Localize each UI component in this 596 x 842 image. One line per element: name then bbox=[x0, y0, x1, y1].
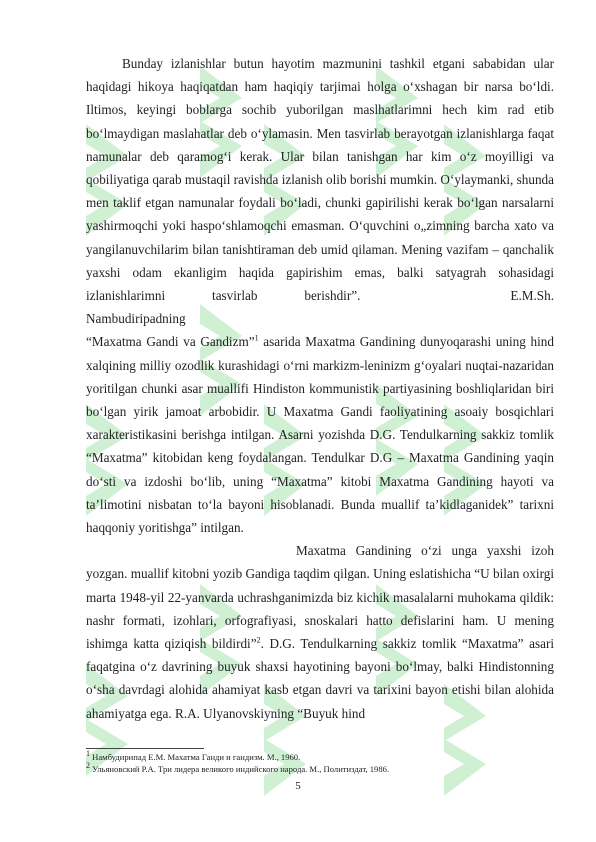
footnote-mark: 1 bbox=[86, 749, 90, 759]
footnote-ref-1[interactable]: 1 bbox=[254, 334, 259, 344]
paragraph-3-text: Maxatma Gandining o‘zi unga yaxshi izoh yozgan. muallif kitobni yozib Gandiga taqdim qilgan. Uning eslatishicha “U bilan oxirgi marta 1948-yil 22-yanvarda uchrashganimizda biz kichik masalalarni muhokama qildik: nashr formati, izohlari, orfografiyasi, snoskalari hatto defislarini ham. U mening ishimga katta qiziqish bildirdi” bbox=[86, 543, 554, 652]
paragraph-2-title: “Maxatma Gandi va Gandizm” bbox=[86, 334, 255, 350]
paragraph-1 bbox=[86, 52, 554, 330]
paragraph-3-text-cont: . D.G. Tendulkarning sakkiz tomlik “Maxatma” asari faqatgina o‘z davrining buyuk shaxsi hayotining bayoni bo‘lmay, balki Hindistonning o‘sha davrdagi alohida ahamiyat kasb etgan davri va tarixini bayon etishi bilan alohida ahamiyatga ega. R.A. Ulyanovskiyning “Buyuk hind bbox=[86, 636, 555, 721]
page-number: 5 bbox=[295, 780, 301, 792]
paragraph-1-text: Bunday izlanishlar butun hayotim mazmunini tashkil etgani sababidan ular haqidagi hikoya haqiqatdan ham haqiqiy tarjimai holga o‘xshagan bir narsa bo‘ldi. Iltimos, keyingi boblarga sochib yuborilgan maslhatlarimni hech kim rad etib bo‘lmaydigan maslahatlar deb o‘ylamasin. Men tasvirlab berayotgan izlanishlarga faqat namunalar deb qaramog‘i kerak. Ular bilan tanishgan har kim o‘z moyilligi va qobiliyatiga qarab mustaqil ravishda izlanish olib borishi mumkin. O‘ylaymanki, shunda men taklif etgan namunalar foydali bo‘ladi, chunki gapirilishi kerak bo‘lgan narsalarni yashirmoqchi yoki haspo‘shlamoqchi emasman. O‘quvchini o„zimning barcha xato va yangilanuvchilarim bilan tanishtiraman deb umid qilaman. Mening vazifam – qanchalik yaxshi odam ekanligim haqida gapirishim emas, balki satyagrah sohasidagi izlanishlarimni tasvirlab berishdir”. bbox=[86, 56, 554, 304]
footnote-text: Намбудирипад Е.М. Махатма Ганди и гандизм. М., 1960. bbox=[90, 752, 301, 762]
footnote-mark: 2 bbox=[86, 761, 90, 771]
paragraph-2 bbox=[86, 330, 554, 539]
paragraph-2-lead: E.M.Sh. Nambudiripadning bbox=[86, 288, 554, 327]
footnote-1 bbox=[86, 749, 554, 763]
paragraph-3 bbox=[86, 539, 554, 725]
paragraph-2-text: asarida Maxatma Gandining dunyoqarashi uning hind xalqining milliy ozodlik kurashidagi o‘rni markizm-leninizm g‘oyalari nuqtai-nazaridan yoritilgan chunki asar muallifi Hindiston kommunistik partiyasining boshliqlaridan biri bo‘lgan yirik jamoat arbobidir. U Maxatma Gandi faoliyatining asoaiy bosqichlari xarakteristikasini berishga intilgan. Asarni yozishda D.G. Tendulkarning sakkiz tomlik “Maxatma” kitobidan keng foydalangan. Tendulkar D.G – Maxatma Gandining yaqin do‘sti va izdoshi bo‘lib, uning “Maxatma” kitobi Maxatma Gandining hayoti va ta’limotini nisbatan to‘la bayoni hisoblanadi. Bunda muallif ta’kidlaganidek” tarixni haqqoniy yoritishga” intilgan. bbox=[86, 334, 554, 536]
footnote-ref-2[interactable]: 2 bbox=[256, 635, 261, 645]
footnote-divider bbox=[86, 748, 204, 749]
body-text bbox=[86, 52, 554, 725]
footnote-2 bbox=[86, 761, 554, 775]
footnote-text: Ульяновский Р.А. Три лидера великого индийского народа. М., Политиздат, 1986. bbox=[90, 764, 390, 774]
